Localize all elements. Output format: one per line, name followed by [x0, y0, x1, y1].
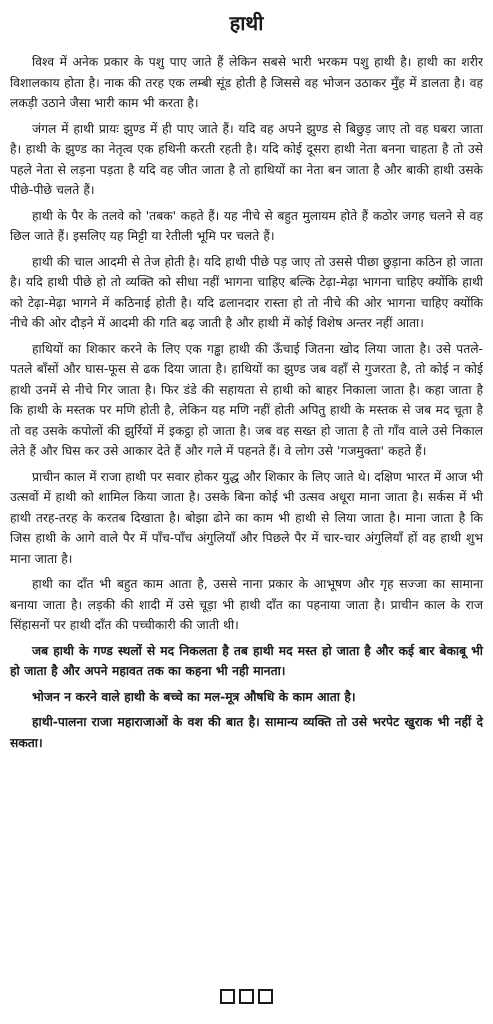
paragraph-5: हाथियों का शिकार करने के लिए एक गड्ढा हाथी की ऊँचाई जितना खोद लिया जाता है। उसे पतले-पतले बाँसों और घास-फूस से ढक दिया जाता है। हाथियों का झुण्ड जब वहाँ से गुजरता है, तो कोई न कोई हाथी उनमें से नीचे गिर जाता है। फिर डंडे की सहायता से हाथी को बाहर निकाला जाता है। कहा जाता है कि हाथी के मस्तक पर मणि होती है, लेकिन यह मणि नहीं होती अपितु हाथी के मस्तक से जब मद चूता है तो वह उसके कपोलों की झुर्रियों में इकट्ठा हो जाता है। जब वह सख्त हो जाता है तो गाँव वाले उसे निकाल लेते हैं और घिस कर उसे आकार देते हैं और गले में पहनते हैं। वे लोग उसे 'गजमुक्ता' कहते हैं।	[10, 341, 483, 458]
paragraph-7: हाथी का दाँत भी बहुत काम आता है, उससे नाना प्रकार के आभूषण और गृह सज्जा का सामाना बनाया जाता है। लड़की की शादी में उसे चूड़ा भी हाथी दाँत का पहनाया जाता है। प्राचीन काल के राज सिंहासनों पर हाथी दाँत की पच्चीकारी की जाती थी।	[10, 577, 483, 632]
page-title: हाथी	[229, 11, 264, 35]
paragraph-2: जंगल में हाथी प्रायः झुण्ड में ही पाए जाते हैं। यदि वह अपने झुण्ड से बिछुड़ जाए तो वह घबरा जाता है। हाथी के झुण्ड का नेतृत्व एक हथिनी करती रहती है। यदि कोई दूसरा हाथी नेता बनना चाहता है तो उसे पहले नेता से लड़ना पड़ता है यदि वह जीत जाता है तो हाथियों का नेता बन जाता है और बाकी हाथी उसके पीछे-पीछे चलते हैं।	[10, 121, 483, 197]
paragraph-9: भोजन न करने वाले हाथी के बच्चे का मल-मूत्र औषधि के काम आता है।	[32, 689, 356, 704]
paragraph-10: हाथी-पालना राजा महाराजाओं के वश की बात है। सामान्य व्यक्ति तो उसे भरपेट खुराक भी नहीं दे सकता।	[10, 715, 483, 750]
square-icon	[239, 989, 254, 1004]
paragraph-4: हाथी की चाल आदमी से तेज होती है। यदि हाथी पीछे पड़ जाए तो उससे पीछा छुड़ाना कठिन हो जाता है। यदि हाथी पीछे हो तो व्यक्ति को सीधा नहीं भागना चाहिए बल्कि टेढ़ा-मेढ़ा भागना चाहिए क्योंकि हाथी को टेढ़ा-मेढ़ा भागने में कठिनाई होती है। यदि ढलानदार रास्ता हो तो नीचे की ओर भागना चाहिए क्योंकि नीचे की ओर दौड़ने में आदमी की गति बढ़ जाती है और हाथी में कोई विशेष अन्तर नहीं आता।	[10, 254, 483, 330]
paragraph-1: विश्व में अनेक प्रकार के पशु पाए जाते हैं लेकिन सबसे भारी भरकम पशु हाथी है। हाथी का शरीर विशालकाय होता है। नाक की तरह एक लम्बी सूंड होती है जिससे वह भोजन उठाकर मुँह में डालता है। वह लकड़ी उठाने जैसा भारी काम भी करता है।	[10, 55, 483, 110]
paragraph-3: हाथी के पैर के तलवे को 'तबक' कहते हैं। यह नीचे से बहुत मुलायम होते हैं कठोर जगह चलने से वह छिल जाते हैं। इसलिए यह मिट्टी या रेतीली भूमि पर चलते हैं।	[10, 208, 483, 243]
end-marker	[0, 985, 493, 1007]
square-icon	[258, 989, 273, 1004]
square-icon	[220, 989, 235, 1004]
paragraph-6: प्राचीन काल में राजा हाथी पर सवार होकर युद्ध और शिकार के लिए जाते थे। दक्षिण भारत में आज भी उत्सवों में हाथी को शामिल किया जाता है। उसके बिना कोई भी उत्सव अधूरा माना जाता है। सर्कस में भी हाथी तरह-तरह के करतब दिखाता है। बोझा ढोने का काम भी हाथी से लिया जाता है। माना जाता है कि जिस हाथी के आगे वाले पैर में पाँच-पाँच अंगुलियाँ और पिछले पैर में चार-चार अंगुलियाँ हों वह हाथी शुभ माना जाता है।	[10, 469, 483, 566]
paragraph-8: जब हाथी के गण्ड स्थलों से मद निकलता है तब हाथी मद मस्त हो जाता है और कई बार बेकाबू भी हो जाता है और अपने महावत तक का कहना भी नही मानता।	[10, 643, 483, 678]
